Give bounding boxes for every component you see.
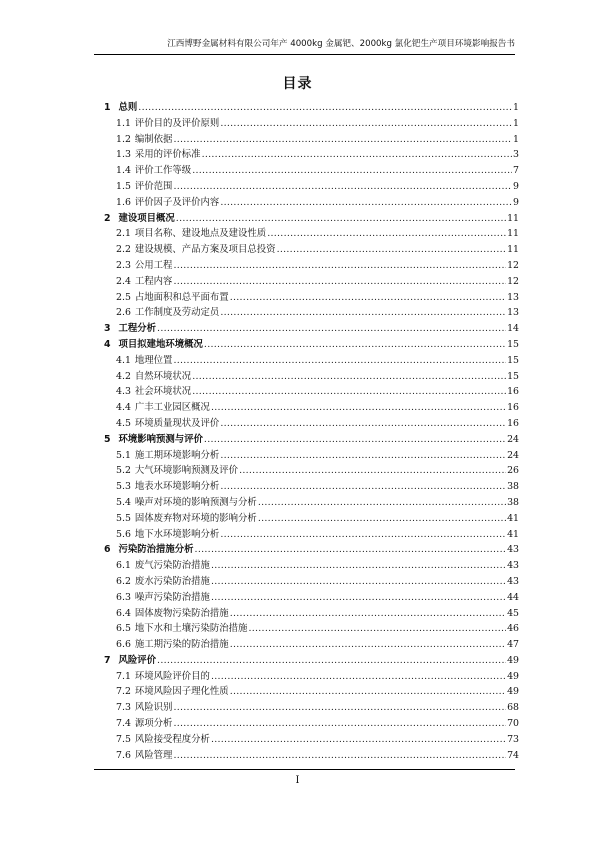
toc-entry-label: 项目拟建地环境概况 — [118, 338, 203, 350]
toc-dot-leader — [176, 211, 506, 227]
toc-entry-page: 15 — [507, 370, 519, 382]
toc-entry-label: 风险识别 — [134, 702, 173, 714]
toc-entry-label: 噪声对环境的影响预测与分析 — [134, 496, 257, 508]
toc-entry-page: 9 — [513, 180, 519, 192]
toc-entry-label: 源项分析 — [134, 718, 173, 730]
toc-dot-leader — [192, 369, 506, 385]
toc-entry-label: 环境质量现状及评价 — [134, 417, 220, 429]
toc-entry-number: 2.6 — [116, 307, 131, 319]
toc-dot-leader — [173, 132, 512, 148]
toc-entry-number: 4.5 — [116, 417, 131, 429]
table-of-contents — [104, 100, 519, 763]
toc-entry-number: 4.2 — [116, 370, 131, 382]
toc-dot-leader — [258, 495, 506, 511]
toc-dot-leader — [204, 432, 506, 448]
toc-dot-leader — [157, 653, 506, 669]
toc-entry-label: 编制依据 — [134, 133, 173, 145]
toc-entry-number: 5.6 — [116, 528, 131, 540]
toc-dot-leader — [192, 384, 506, 400]
toc-entry-page: 68 — [507, 702, 519, 714]
toc-section-entry[interactable] — [104, 700, 519, 716]
toc-dot-leader — [157, 321, 506, 337]
toc-entry-number: 6.6 — [116, 639, 131, 651]
toc-entry-label: 评价因子及评价内容 — [134, 196, 220, 208]
toc-entry-number: 1.6 — [116, 196, 131, 208]
toc-entry-label: 施工期污染的防治措施 — [134, 639, 229, 651]
toc-section-entry[interactable] — [104, 353, 519, 369]
toc-entry-number: 6.1 — [116, 560, 131, 572]
toc-entry-number: 2.3 — [116, 259, 131, 271]
toc-dot-leader — [230, 606, 506, 622]
toc-entry-number: 6 — [104, 544, 111, 556]
toc-dot-leader — [202, 147, 512, 163]
toc-section-entry[interactable] — [104, 448, 519, 464]
toc-dot-leader — [173, 748, 506, 764]
toc-dot-leader — [211, 669, 506, 685]
toc-entry-label: 占地面积和总平面布置 — [134, 291, 229, 303]
toc-section-entry[interactable] — [104, 384, 519, 400]
toc-entry-number: 1.1 — [116, 117, 131, 129]
toc-entry-label: 地下水和土壤污染防治措施 — [134, 623, 248, 635]
toc-dot-leader — [277, 242, 507, 258]
toc-title: 目录 — [282, 76, 313, 92]
toc-section-entry[interactable] — [104, 716, 519, 732]
toc-dot-leader — [211, 732, 506, 748]
toc-entry-page: 73 — [507, 733, 519, 745]
toc-entry-label: 废水污染防治措施 — [134, 575, 210, 587]
toc-entry-page: 16 — [507, 417, 519, 429]
toc-dot-leader — [204, 337, 506, 353]
toc-entry-number: 7.6 — [116, 749, 131, 761]
toc-section-entry[interactable] — [104, 147, 519, 163]
toc-dot-leader — [173, 716, 506, 732]
toc-entry-page: 12 — [507, 259, 519, 271]
toc-dot-leader — [220, 195, 512, 211]
toc-entry-number: 6.2 — [116, 575, 131, 587]
toc-entry-page: 43 — [507, 575, 519, 587]
toc-entry-page: 41 — [507, 528, 519, 540]
toc-entry-label: 评价范围 — [134, 180, 173, 192]
toc-entry-page: 1 — [513, 102, 519, 113]
toc-entry-label: 广丰工业园区概况 — [134, 402, 210, 414]
toc-dot-leader — [258, 511, 506, 527]
toc-entry-label: 总则 — [118, 102, 138, 113]
toc-entry-page: 12 — [507, 275, 519, 287]
toc-entry-page: 49 — [507, 670, 519, 682]
toc-dot-leader — [220, 116, 512, 132]
toc-dot-leader — [192, 163, 512, 179]
document-header: 江西博野金属材料有限公司年产 4000kg 金属钯、2000kg 氯化钯生产项目环境影响报告书 — [167, 39, 515, 49]
toc-section-entry[interactable] — [104, 416, 519, 432]
toc-entry-number: 4 — [104, 338, 111, 350]
toc-entry-number: 5.2 — [116, 465, 131, 477]
toc-entry-number: 7.4 — [116, 718, 131, 730]
toc-entry-page: 13 — [507, 291, 519, 303]
toc-entry-label: 工程分析 — [118, 323, 157, 335]
toc-section-entry[interactable] — [104, 400, 519, 416]
toc-entry-label: 采用的评价标准 — [134, 149, 201, 161]
toc-section-entry[interactable] — [104, 242, 519, 258]
toc-dot-leader — [211, 574, 506, 590]
toc-section-entry[interactable] — [104, 558, 519, 574]
toc-entry-number: 6.4 — [116, 607, 131, 619]
toc-entry-page: 16 — [507, 386, 519, 398]
toc-entry-label: 环境风险评价目的 — [134, 670, 210, 682]
toc-entry-number: 6.5 — [116, 623, 131, 635]
toc-dot-leader — [173, 258, 506, 274]
toc-entry-page: 11 — [507, 228, 519, 240]
toc-dot-leader — [173, 274, 506, 290]
toc-entry-number: 1.5 — [116, 180, 131, 192]
toc-entry-page: 24 — [507, 449, 519, 461]
toc-entry-label: 风险管理 — [134, 749, 173, 761]
toc-section-entry[interactable] — [104, 621, 519, 637]
toc-chapter-entry[interactable] — [104, 100, 519, 116]
toc-entry-label: 社会环境状况 — [134, 386, 192, 398]
toc-entry-page: 43 — [507, 544, 519, 556]
toc-chapter-entry[interactable] — [104, 542, 519, 558]
toc-dot-leader — [220, 448, 506, 464]
toc-section-entry[interactable] — [104, 511, 519, 527]
toc-entry-number: 1.4 — [116, 165, 131, 177]
toc-entry-label: 污染防治措施分析 — [118, 544, 194, 556]
toc-section-entry[interactable] — [104, 290, 519, 306]
toc-section-entry[interactable] — [104, 574, 519, 590]
toc-entry-page: 7 — [513, 165, 519, 177]
toc-section-entry[interactable] — [104, 195, 519, 211]
toc-entry-number: 5 — [104, 433, 111, 445]
toc-entry-number: 2 — [104, 212, 111, 224]
toc-section-entry[interactable] — [104, 495, 519, 511]
toc-section-entry[interactable] — [104, 258, 519, 274]
toc-entry-label: 固体废物污染防治措施 — [134, 607, 229, 619]
toc-dot-leader — [211, 400, 506, 416]
toc-entry-label: 固体废弃物对环境的影响分析 — [134, 512, 257, 524]
toc-section-entry[interactable] — [104, 179, 519, 195]
toc-entry-label: 噪声污染防治措施 — [134, 591, 210, 603]
toc-entry-page: 24 — [507, 433, 519, 445]
toc-section-entry[interactable] — [104, 590, 519, 606]
toc-entry-page: 43 — [507, 560, 519, 572]
toc-entry-number: 2.2 — [116, 244, 131, 256]
toc-entry-label: 地表水环境影响分析 — [134, 481, 220, 493]
toc-entry-label: 项目名称、建设地点及建设性质 — [134, 228, 267, 240]
toc-dot-leader — [220, 416, 506, 432]
toc-entry-label: 地下水环境影响分析 — [134, 528, 220, 540]
toc-entry-label: 评价目的及评价原则 — [134, 117, 220, 129]
toc-entry-label: 施工期环境影响分析 — [134, 449, 220, 461]
toc-entry-page: 49 — [507, 686, 519, 698]
toc-entry-page: 9 — [513, 196, 519, 208]
toc-chapter-entry[interactable] — [104, 321, 519, 337]
toc-entry-number: 2.4 — [116, 275, 131, 287]
toc-entry-label: 评价工作等级 — [134, 165, 192, 177]
toc-entry-page: 70 — [507, 718, 519, 730]
toc-dot-leader — [230, 684, 506, 700]
toc-entry-number: 7.1 — [116, 670, 131, 682]
toc-dot-leader — [239, 463, 506, 479]
toc-dot-leader — [230, 637, 506, 653]
toc-section-entry[interactable] — [104, 163, 519, 179]
toc-entry-number: 5.4 — [116, 496, 131, 508]
toc-entry-page: 1 — [513, 117, 519, 129]
footer-divider — [94, 769, 515, 770]
toc-entry-label: 工程内容 — [134, 275, 173, 287]
toc-dot-leader — [220, 305, 506, 321]
toc-section-entry[interactable] — [104, 732, 519, 748]
toc-entry-page: 38 — [507, 481, 519, 493]
toc-chapter-entry[interactable] — [104, 432, 519, 448]
toc-entry-page: 38 — [507, 496, 519, 508]
toc-entry-page: 3 — [513, 149, 519, 161]
toc-entry-number: 7.5 — [116, 733, 131, 745]
toc-section-entry[interactable] — [104, 684, 519, 700]
toc-section-entry[interactable] — [104, 369, 519, 385]
toc-chapter-entry[interactable] — [104, 211, 519, 227]
toc-entry-number: 2.1 — [116, 228, 131, 240]
toc-entry-page: 46 — [507, 623, 519, 635]
toc-dot-leader — [173, 179, 512, 195]
toc-entry-page: 47 — [507, 639, 519, 651]
toc-dot-leader — [248, 621, 506, 637]
toc-entry-page: 49 — [507, 654, 519, 666]
toc-section-entry[interactable] — [104, 116, 519, 132]
header-divider — [94, 54, 515, 55]
toc-entry-label: 环境风险因子理化性质 — [134, 686, 229, 698]
toc-entry-page: 14 — [507, 323, 519, 335]
toc-section-entry[interactable] — [104, 132, 519, 148]
toc-chapter-entry[interactable] — [104, 653, 519, 669]
toc-section-entry[interactable] — [104, 527, 519, 543]
toc-entry-page: 74 — [507, 749, 519, 761]
toc-section-entry[interactable] — [104, 463, 519, 479]
toc-entry-label: 自然环境状况 — [134, 370, 192, 382]
toc-entry-page: 26 — [507, 465, 519, 477]
toc-entry-label: 环境影响预测与评价 — [118, 433, 203, 445]
toc-entry-label: 风险评价 — [118, 654, 157, 666]
toc-dot-leader — [267, 226, 506, 242]
toc-entry-number: 5.1 — [116, 449, 131, 461]
toc-entry-page: 11 — [507, 212, 519, 224]
toc-entry-page: 1 — [513, 133, 519, 145]
toc-dot-leader — [211, 590, 506, 606]
toc-entry-label: 公用工程 — [134, 259, 173, 271]
toc-section-entry[interactable] — [104, 226, 519, 242]
toc-section-entry[interactable] — [104, 274, 519, 290]
toc-dot-leader — [173, 700, 506, 716]
toc-entry-number: 4.1 — [116, 354, 131, 366]
toc-section-entry[interactable] — [104, 479, 519, 495]
toc-entry-label: 风险接受程度分析 — [134, 733, 210, 745]
toc-entry-label: 地理位置 — [134, 354, 173, 366]
toc-dot-leader — [220, 479, 506, 495]
toc-entry-number: 1.2 — [116, 133, 131, 145]
toc-entry-label: 建设项目概况 — [118, 212, 175, 224]
toc-section-entry[interactable] — [104, 748, 519, 764]
toc-entry-number: 7.3 — [116, 702, 131, 714]
toc-entry-page: 15 — [507, 338, 519, 350]
page-number: I — [295, 775, 300, 786]
toc-entry-number: 5.3 — [116, 481, 131, 493]
toc-dot-leader — [211, 558, 506, 574]
toc-entry-number: 7 — [104, 654, 111, 666]
toc-section-entry[interactable] — [104, 305, 519, 321]
toc-entry-page: 41 — [507, 512, 519, 524]
toc-entry-number: 3 — [104, 323, 111, 335]
toc-dot-leader — [173, 353, 506, 369]
toc-chapter-entry[interactable] — [104, 337, 519, 353]
toc-entry-number: 5.5 — [116, 512, 131, 524]
toc-section-entry[interactable] — [104, 669, 519, 685]
toc-dot-leader — [220, 527, 506, 543]
toc-entry-page: 13 — [507, 307, 519, 319]
toc-entry-label: 废气污染防治措施 — [134, 560, 210, 572]
toc-entry-label: 建设规模、产品方案及项目总投资 — [134, 244, 276, 256]
toc-entry-number: 4.4 — [116, 402, 131, 414]
toc-dot-leader — [138, 100, 512, 116]
toc-section-entry[interactable] — [104, 606, 519, 622]
toc-entry-number: 4.3 — [116, 386, 131, 398]
toc-entry-number: 2.5 — [116, 291, 131, 303]
toc-entry-number: 1 — [104, 102, 111, 113]
toc-entry-label: 大气环境影响预测及评价 — [134, 465, 239, 477]
toc-entry-page: 16 — [507, 402, 519, 414]
toc-entry-page: 44 — [507, 591, 519, 603]
toc-entry-label: 工作制度及劳动定员 — [134, 307, 220, 319]
toc-entry-page: 11 — [507, 244, 519, 256]
toc-section-entry[interactable] — [104, 637, 519, 653]
toc-dot-leader — [195, 542, 507, 558]
toc-entry-number: 1.3 — [116, 149, 131, 161]
toc-dot-leader — [230, 290, 506, 306]
toc-entry-number: 7.2 — [116, 686, 131, 698]
toc-entry-number: 6.3 — [116, 591, 131, 603]
toc-entry-page: 15 — [507, 354, 519, 366]
toc-entry-page: 45 — [507, 607, 519, 619]
